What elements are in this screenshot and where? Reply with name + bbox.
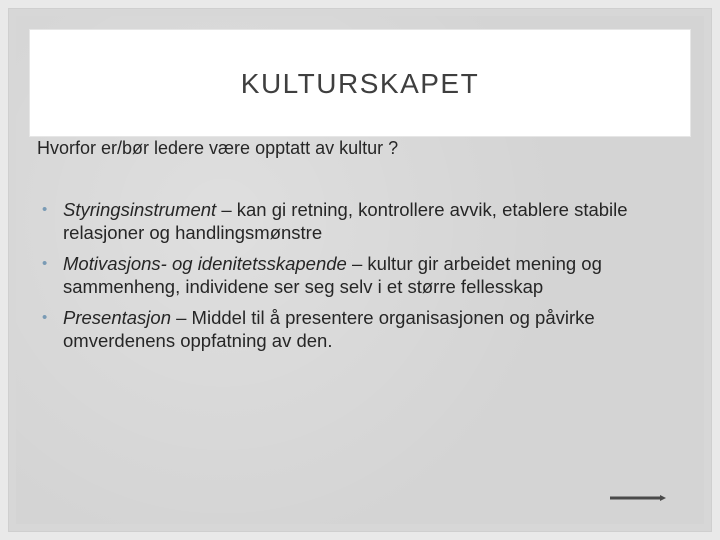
bullet-dot-icon: •	[42, 255, 48, 272]
bullet-lead-text: Styringsinstrument	[63, 199, 217, 220]
bullet-body-text: – kan gi retning, kontrollere avvik, etablere stabile relasjoner og handlingsmønstre	[63, 199, 628, 243]
bullet-list	[40, 198, 670, 360]
bullet-item	[40, 252, 670, 298]
bullet-lead-text: Presentasjon	[63, 307, 171, 328]
bullet-body-text: – kultur gir arbeidet mening og sammenheng, individene ser seg selv i et større fellesskap	[63, 253, 602, 297]
bullet-lead-text: Motivasjons- og idenitetsskapende	[63, 253, 347, 274]
slide-subtitle: Hvorfor er/bør ledere være opptatt av kultur ?	[37, 138, 399, 158]
title-box	[30, 30, 690, 136]
arrow-right-icon[interactable]	[610, 494, 666, 502]
bullet-item	[40, 306, 670, 352]
bullet-body-text: – Middel til å presentere organisasjonen og påvirke omverdenens oppfatning av den.	[63, 307, 595, 351]
bullet-dot-icon: •	[42, 201, 48, 218]
bullet-item	[40, 198, 670, 244]
bullet-dot-icon: •	[42, 309, 48, 326]
slide-title: KULTURSKAPET	[240, 68, 480, 99]
